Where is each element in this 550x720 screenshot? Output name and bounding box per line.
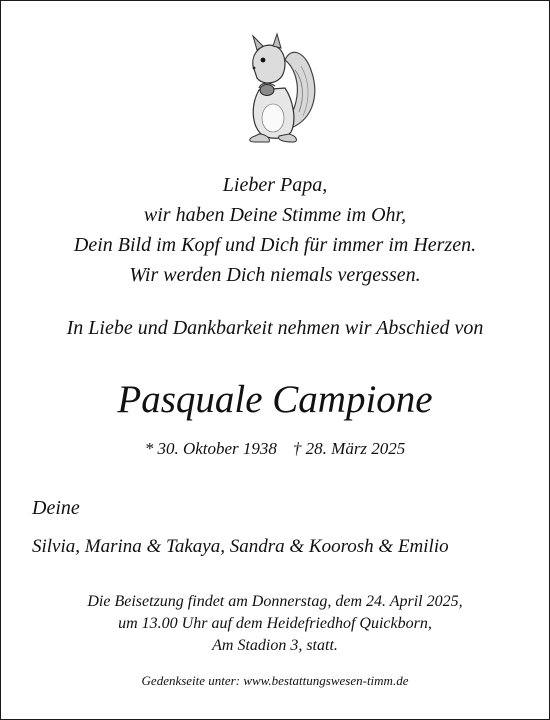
closing-word: Deine: [32, 497, 80, 519]
squirrel-icon: [233, 30, 319, 146]
death-date: † 28. März 2025: [292, 439, 406, 458]
funeral-line: um 13.00 Uhr auf dem Heidefriedhof Quickborn,: [118, 615, 432, 632]
birth-date: * 30. Oktober 1938: [144, 439, 277, 458]
funeral-line: Die Beisetzung findet am Donnerstag, dem 24. April 2025,: [87, 593, 463, 610]
verse-line: Lieber Papa,: [222, 174, 328, 196]
farewell-intro: In Liebe und Dankbarkeit nehmen wir Abschied von: [66, 317, 484, 339]
life-dates: [0, 437, 550, 461]
verse-line: Dein Bild im Kopf und Dich für immer im Herzen.: [73, 234, 477, 256]
verse-line: Wir werden Dich niemals vergessen.: [129, 264, 421, 286]
memorial-website: Gedenkseite unter: www.bestattungswesen-timm.de: [141, 673, 409, 688]
funeral-line: Am Stadion 3, statt.: [212, 637, 338, 654]
verse-line: wir haben Deine Stimme im Ohr,: [143, 204, 407, 226]
poem-verse: [0, 170, 550, 290]
deceased-name: Pasquale Campione: [117, 378, 433, 421]
funeral-details: [0, 591, 550, 657]
family-names: Silvia, Marina & Takaya, Sandra & Koorosh & Emilio: [32, 536, 449, 557]
